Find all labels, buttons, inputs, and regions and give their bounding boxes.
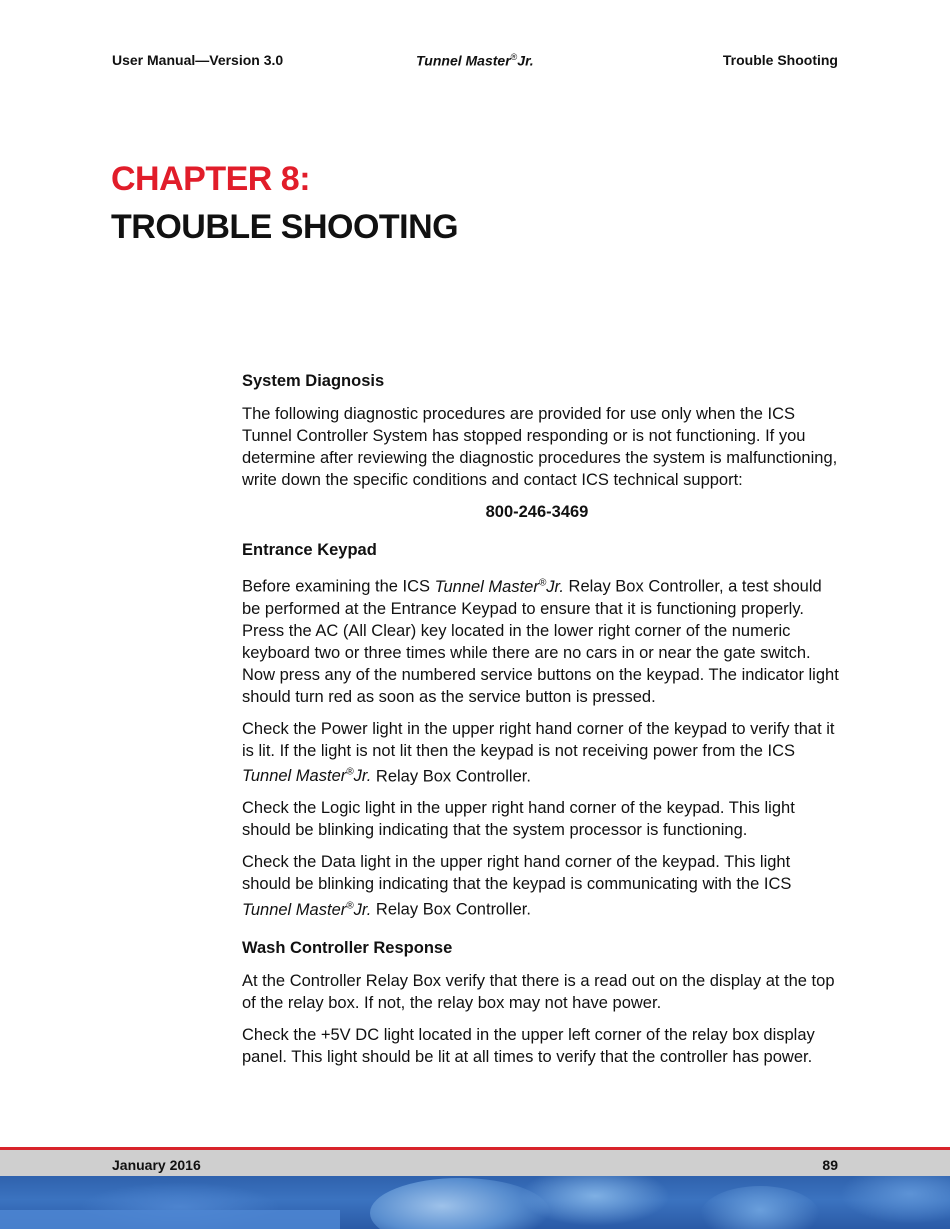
- header-product-suffix: Jr.: [517, 52, 534, 69]
- footer-date: January 2016: [112, 1157, 201, 1173]
- product-suffix: Jr.: [353, 767, 372, 785]
- product-suffix: Jr.: [546, 577, 564, 596]
- chapter-title: TROUBLE SHOOTING: [111, 208, 459, 246]
- reg-mark: ®: [346, 900, 354, 911]
- header-manual-version: User Manual—Version 3.0: [112, 52, 284, 68]
- support-phone-number: 800-246-3469: [485, 503, 589, 521]
- entrance-keypad-paragraph-2: [242, 718, 842, 788]
- reg-mark: ®: [346, 766, 354, 778]
- heading-entrance-keypad: Entrance Keypad: [242, 541, 377, 559]
- reg-mark: ®: [538, 577, 547, 588]
- product-name-text: Tunnel Master: [434, 577, 539, 596]
- page-number: 89: [822, 1157, 838, 1173]
- page-content: [242, 370, 842, 1078]
- header-reg-mark: ®: [510, 52, 518, 62]
- product-suffix: Jr.: [353, 900, 372, 919]
- text-fragment: Check the Data light in the upper right hand corner of the keypad. This light should be blinking indicating that the keypad is communicating with the ICS: [242, 853, 792, 893]
- text-fragment: Relay Box Controller, a test should be performed at the Entrance Keypad to ensure that it is functioning properly. Press the AC (All Clear) key located in the lower right corner of the numeric keyboard two or three times while there are no cars in or near the gate switch. Now press any of the numbered service buttons on the keypad. The indicator light should turn red as soon as the service button is pressed.: [242, 577, 839, 706]
- header-section-title: Trouble Shooting: [722, 52, 838, 68]
- wash-controller-paragraph-2: Check the +5V DC light located in the upper left corner of the relay box display panel. This light should be lit at all times to verify that the controller has power.: [242, 1025, 815, 1066]
- entrance-keypad-paragraph-3: Check the Logic light in the upper right hand corner of the keypad. This light should be blinking indicating that the system processor is functioning.: [242, 799, 795, 839]
- heading-system-diagnosis: System Diagnosis: [242, 372, 385, 390]
- text-fragment: Before examining the ICS: [242, 577, 435, 596]
- header-product: Tunnel Master: [416, 52, 511, 69]
- header-product-name: [416, 52, 534, 69]
- bubble-decoration: [840, 1176, 950, 1224]
- system-diagnosis-paragraph: The following diagnostic procedures are provided for use only when the ICS Tunnel Controller System has stopped responding or is not functioning. If you determine after reviewing the diagnostic procedures the system is malfunctioning, write down the specific conditions and contact ICS technical support:: [242, 405, 838, 489]
- text-fragment: Relay Box Controller.: [371, 767, 531, 785]
- heading-wash-controller-response: Wash Controller Response: [242, 938, 453, 957]
- footer-light-strip: [0, 1210, 340, 1229]
- entrance-keypad-paragraph-4: [242, 851, 842, 921]
- chapter-number: CHAPTER 8:: [111, 160, 311, 198]
- text-fragment: Check the Power light in the upper right hand corner of the keypad to verify that it is lit. If the light is not lit then the keypad is not receiving power from the ICS: [242, 719, 835, 760]
- product-name-text: Tunnel Master: [242, 767, 347, 785]
- product-name-text: Tunnel Master: [242, 900, 347, 919]
- entrance-keypad-paragraph-1: [242, 572, 842, 708]
- product-name: [435, 578, 564, 596]
- bubble-decoration: [700, 1186, 820, 1229]
- text-fragment: Relay Box Controller.: [371, 900, 531, 919]
- product-name: [242, 901, 371, 919]
- wash-controller-paragraph-1: At the Controller Relay Box verify that there is a read out on the display at the top of the relay box. If not, the relay box may not have power.: [242, 971, 835, 1012]
- footer-decorative-image: [0, 1176, 950, 1229]
- product-name: [242, 767, 371, 785]
